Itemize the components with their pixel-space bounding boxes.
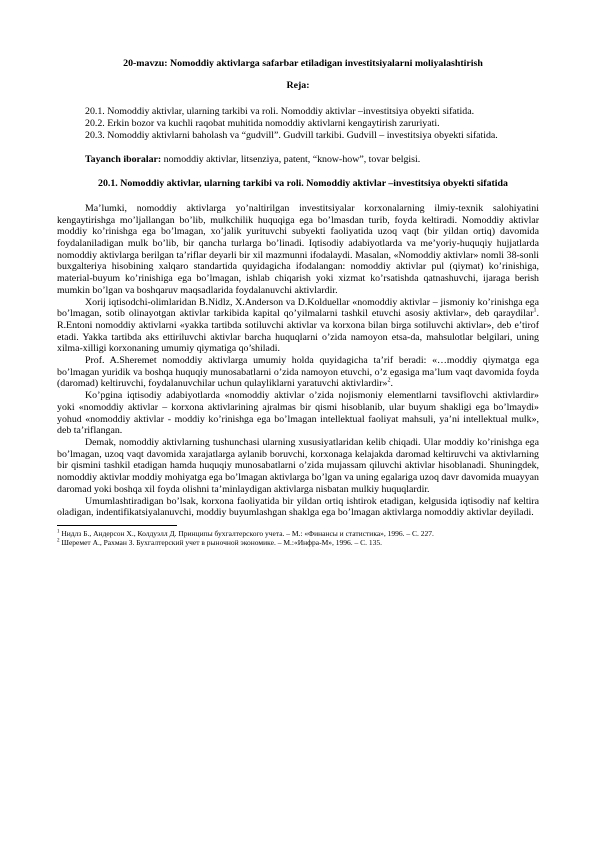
body-paragraph bbox=[57, 203, 539, 297]
footnote-ref[interactable]: 1 bbox=[533, 307, 537, 314]
paragraph-text: . R.Entoni nomoddiy aktivlarni «yakka tartibda sotiluvchi aktivlar va korxona bilan birga sotiluvchi aktivlar», deb e’tirof etadi. Yakka tartibda aks ettiriluvchi aktivlar barcha huquqlarni o’zida namoyon etsa-da, mahsulotlar belgilari, uning xilma-xilligi korxonaning umumiy qiymatiga qo’shiladi. bbox=[57, 308, 539, 355]
plan-item: 20.3. Nomoddiy aktivlarni baholash va “gudvill”. Gudvill tarkibi. Gudvill – investitsiya obyekti sifatida. bbox=[85, 129, 498, 141]
plan-item: 20.2. Erkin bozor va kuchli raqobat muhitida nomoddiy aktivlarni kengaytirish zaruriyati. bbox=[85, 118, 440, 130]
paragraph-text: . bbox=[390, 378, 393, 390]
paragraph-text: Prof. A.Sheremet nomoddiy aktivlarga umumiy holda quyidagicha ta’rif beradi: «…moddiy qiymatga ega bo’lmagan yuridik va boshqa huquqiy munosabatlarni o’zida namoyon etuvchi, o’z egasiga ma’lum vaqt davomida foyda (daromad) keltiruvchi, foydalanuvchilar uchun qulayliklarni yaratuvchi aktivlardir» bbox=[57, 355, 539, 390]
body-text bbox=[57, 203, 539, 519]
footnote-number: 2 bbox=[57, 538, 60, 544]
body-paragraph bbox=[57, 496, 539, 519]
footnote-text: Нидлз Б., Андерсон Х., Колдуэлл Д. Принципы бухгалтерского учета. – М.: «Финансы и статистика», 1996. – С. 227. bbox=[59, 528, 434, 538]
footnote bbox=[57, 529, 539, 538]
footnote-divider bbox=[57, 525, 177, 526]
footnote-text: Шеремет А., Рахман З. Бухгалтерский учет в рыночной экономике. – М.:«Инфра-М», 1996. – С. 135. bbox=[59, 537, 382, 547]
paragraph-text: Ma’lumki, nomoddiy aktivlarga yo’naltirilgan investitsiyalar korxonalarning ilmiy-texnik salohiyatini kengaytirishga mo’ljallangan bo’lib, mulkchilik huquqiga ega bo’lmasdan turib, foyda keltiradi. Nomoddiy aktivlar moddiy ko’rinishga ega bo’lmagan, xo’jalik yurituvchi subyekti faoliyatida uzoq vaqt (bir yildan ortiq) davomida foydalaniladigan mulk bo’lib, bir qancha turlarga bo’linadi. Iqtisodiy adabiyotlarda va me’yoriy-huquqiy hujjatlarda nomoddiy aktivlarga berilgan ta’riflar deyarli bir xil mazmunni ifodalaydi. Masalan, «Nomoddiy aktivlar» nomli 38-sonli buxgalteriya hisobining xalqaro standartida quyidagicha ifodalangan: nomoddiy aktivlar pul (qiymat) ko’rinishiga, material-buyum ko’rinishiga ega bo’lmagan, ishlab chiqarish yoki xizmat ko’rsatishda qatnashuvchi, ijaraga berish mumkin bo’lgan va boshqaruv maqsadlarida foydalanuvchi aktivlardir. bbox=[57, 202, 539, 296]
paragraph-text: Umumlashtiradigan bo’lsak, korxona faoliyatida bir yildan ortiq ishtirok etadigan, kelgusida iqtisodiy naf keltira oladigan, indentifikatsiyalanuvchi, moddiy buyumlashgan shaklga ega bo’lmagan aktivlarga nomoddiy aktivlar deyiladi. bbox=[57, 495, 539, 519]
body-paragraph bbox=[57, 437, 539, 496]
body-paragraph bbox=[57, 297, 539, 356]
plan-item: 20.1. Nomoddiy aktivlar, ularning tarkibi va roli. Nomoddiy aktivlar –investitsiya obyekti sifatida. bbox=[85, 106, 475, 118]
footnote bbox=[57, 538, 539, 547]
footnote-number: 1 bbox=[57, 529, 60, 535]
keywords-line bbox=[57, 154, 539, 166]
keywords-label: Tayanch iboralar: bbox=[85, 153, 162, 165]
footnote-ref[interactable]: 2 bbox=[387, 378, 391, 385]
keywords-text: nomoddiy aktivlar, litsenziya, patent, “know-how”, tovar belgisi. bbox=[161, 153, 421, 165]
paragraph-text: Xorij iqtisodchi-olimlaridan B.Nidlz, X.Anderson va D.Kolduellar «nomoddiy aktivlar – jismoniy ko’rinishga ega bo’lmagan, sotib olinayotgan aktivlar tarkibida kapital qo’yilmalarni tashkil etuvchi asosiy aktivlar», deb qaraydilar bbox=[57, 296, 539, 320]
plan-heading: Reja: bbox=[286, 79, 310, 91]
paragraph-text: Ko’pgina iqtisodiy adabiyotlarda «nomoddiy aktivlar o’zida nojismoniy elementlarni tavsiflovchi aktivlardir» yoki «nomoddiy aktivlar – korxona aktivlarining ajralmas bir qismi hisoblanib, ular buyum shakligi ega bo’lmaydi» yohud «nomoddiy aktivlar - moddiy ko’rinishga ega bo’lmagan intellektual faoliyat mahsuli, ya’ni intellektual mulk», deb ta’riflangan. bbox=[57, 390, 539, 437]
plan-list bbox=[57, 106, 539, 141]
section-heading: 20.1. Nomoddiy aktivlar, ularning tarkibi va roli. Nomoddiy aktivlar –investitsiya obyekti sifatida bbox=[98, 178, 508, 190]
paragraph-text: Demak, nomoddiy aktivlarning tushunchasi ularning xususiyatlaridan kelib chiqadi. Ular moddiy ko’rinishga ega bo’lmagan, uzoq vaqt davomida xarajatlarga aylanib boruvchi, korxonaga kelajakda daromad keltiruvchi va aktivlarning bir qismini tashkil etadigan hamda huquqiy munosabatlarni o’zida mujassam qiluvchi aktivlar hisoblanadi. Shuningdek, nomoddiy aktivlar moddiy mohiyatga ega bo’lmagan aktivlarga bo’lgan va uning egalariga uzoq davr davomida muayyan daromad yoki boshqa xil foyda olishni ta’minlaydigan aktivlarga nisbatan mulkiy huquqlardir. bbox=[57, 436, 539, 495]
document-page bbox=[57, 50, 539, 547]
body-paragraph bbox=[57, 390, 539, 437]
document-title: 20-mavzu: Nomoddiy aktivlarga safarbar etiladigan investitsiyalarni moliyalashtirish bbox=[123, 58, 483, 69]
body-paragraph bbox=[57, 355, 539, 390]
